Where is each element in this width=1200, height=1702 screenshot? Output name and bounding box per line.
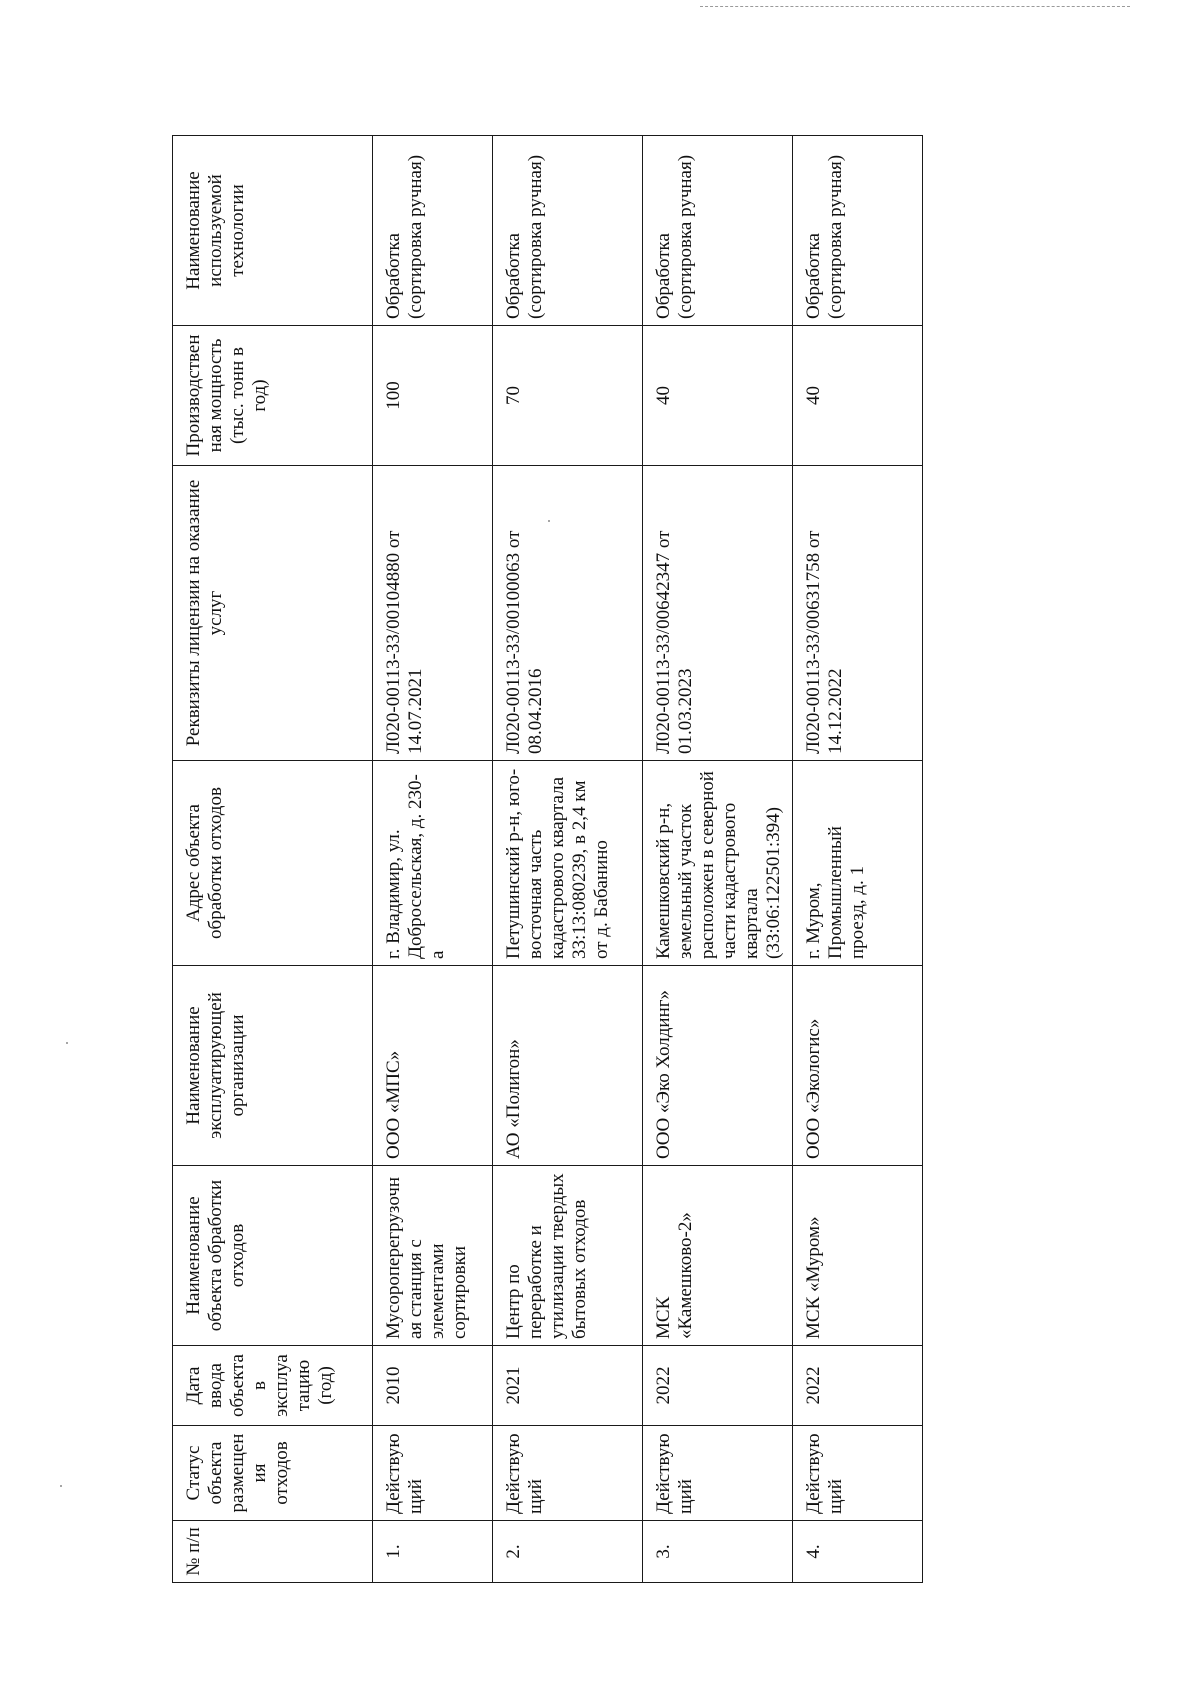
cell-address: Камешковский р-н, земельный участок расположен в северной части кадастрового квартала (33:06:122501:394) [643, 761, 793, 966]
cell-object: МСК «Камешково-2» [643, 1166, 793, 1346]
waste-facilities-table [172, 135, 923, 1583]
cell-capacity: 40 [643, 326, 793, 466]
cell-object: Центр по переработке и утилизации твердых бытовых отходов [493, 1166, 643, 1346]
cell-object: МСК «Муром» [793, 1166, 923, 1346]
header-object: Наименование объекта обработки отходов [173, 1166, 373, 1346]
header-technology: Наименование используемой технологии [173, 136, 373, 326]
cell-year: 2021 [493, 1346, 643, 1426]
cell-address: г. Владимир, ул. Добросельская, д. 230-а [373, 761, 493, 966]
cell-technology: Обработка (сортировка ручная) [793, 136, 923, 326]
cell-license: Л020-00113-33/00104880 от 14.07.2021 [373, 466, 493, 761]
cell-address: Петушинский р-н, юго-восточная часть кадастрового квартала 33:13:080239, в 2,4 км от д. Бабанино [493, 761, 643, 966]
cell-technology: Обработка (сортировка ручная) [373, 136, 493, 326]
cell-num: 4. [793, 1521, 923, 1583]
cell-year: 2022 [793, 1346, 923, 1426]
header-address: Адрес объекта обработки отходов [173, 761, 373, 966]
cell-address: г. Муром, Промышленный проезд, д. 1 [793, 761, 923, 966]
cell-org: АО «Полигон» [493, 966, 643, 1166]
cell-object: Мусороперегрузочная станция с элементами сортировки [373, 1166, 493, 1346]
header-year: Дата ввода объекта в эксплуатацию (год) [173, 1346, 373, 1426]
scan-speck [60, 1485, 62, 1487]
header-org: Наименование эксплуатирующей организации [173, 966, 373, 1166]
cell-technology: Обработка (сортировка ручная) [493, 136, 643, 326]
cell-year: 2022 [643, 1346, 793, 1426]
cell-num: 2. [493, 1521, 643, 1583]
cell-status: Действующий [643, 1426, 793, 1521]
cell-org: ООО «Эко Холдинг» [643, 966, 793, 1166]
table-row [793, 136, 923, 1583]
cell-org: ООО «МПС» [373, 966, 493, 1166]
cell-capacity: 100 [373, 326, 493, 466]
table-row [643, 136, 793, 1583]
header-num: № п/п [173, 1521, 373, 1583]
cell-status: Действующий [793, 1426, 923, 1521]
table-header-row [173, 136, 373, 1583]
scan-speck [66, 1042, 68, 1044]
cell-license: Л020-00113-33/00642347 от 01.03.2023 [643, 466, 793, 761]
cell-license: Л020-00113-33/00631758 от 14.12.2022 [793, 466, 923, 761]
header-status: Статус объекта размещения отходов [173, 1426, 373, 1521]
cell-capacity: 40 [793, 326, 923, 466]
cell-license: Л020-00113-33/00100063 от 08.04.2016 [493, 466, 643, 761]
cell-status: Действующий [373, 1426, 493, 1521]
cell-status: Действующий [493, 1426, 643, 1521]
table-row [493, 136, 643, 1583]
cell-capacity: 70 [493, 326, 643, 466]
header-license: Реквизиты лицензии на оказание услуг [173, 466, 373, 761]
cell-year: 2010 [373, 1346, 493, 1426]
scan-artifact-line [700, 6, 1130, 7]
table-row [373, 136, 493, 1583]
cell-technology: Обработка (сортировка ручная) [643, 136, 793, 326]
header-capacity: Производственная мощность (тыс. тонн в год) [173, 326, 373, 466]
rotated-table-page [172, 136, 922, 1583]
cell-org: ООО «Экологис» [793, 966, 923, 1166]
cell-num: 1. [373, 1521, 493, 1583]
cell-num: 3. [643, 1521, 793, 1583]
